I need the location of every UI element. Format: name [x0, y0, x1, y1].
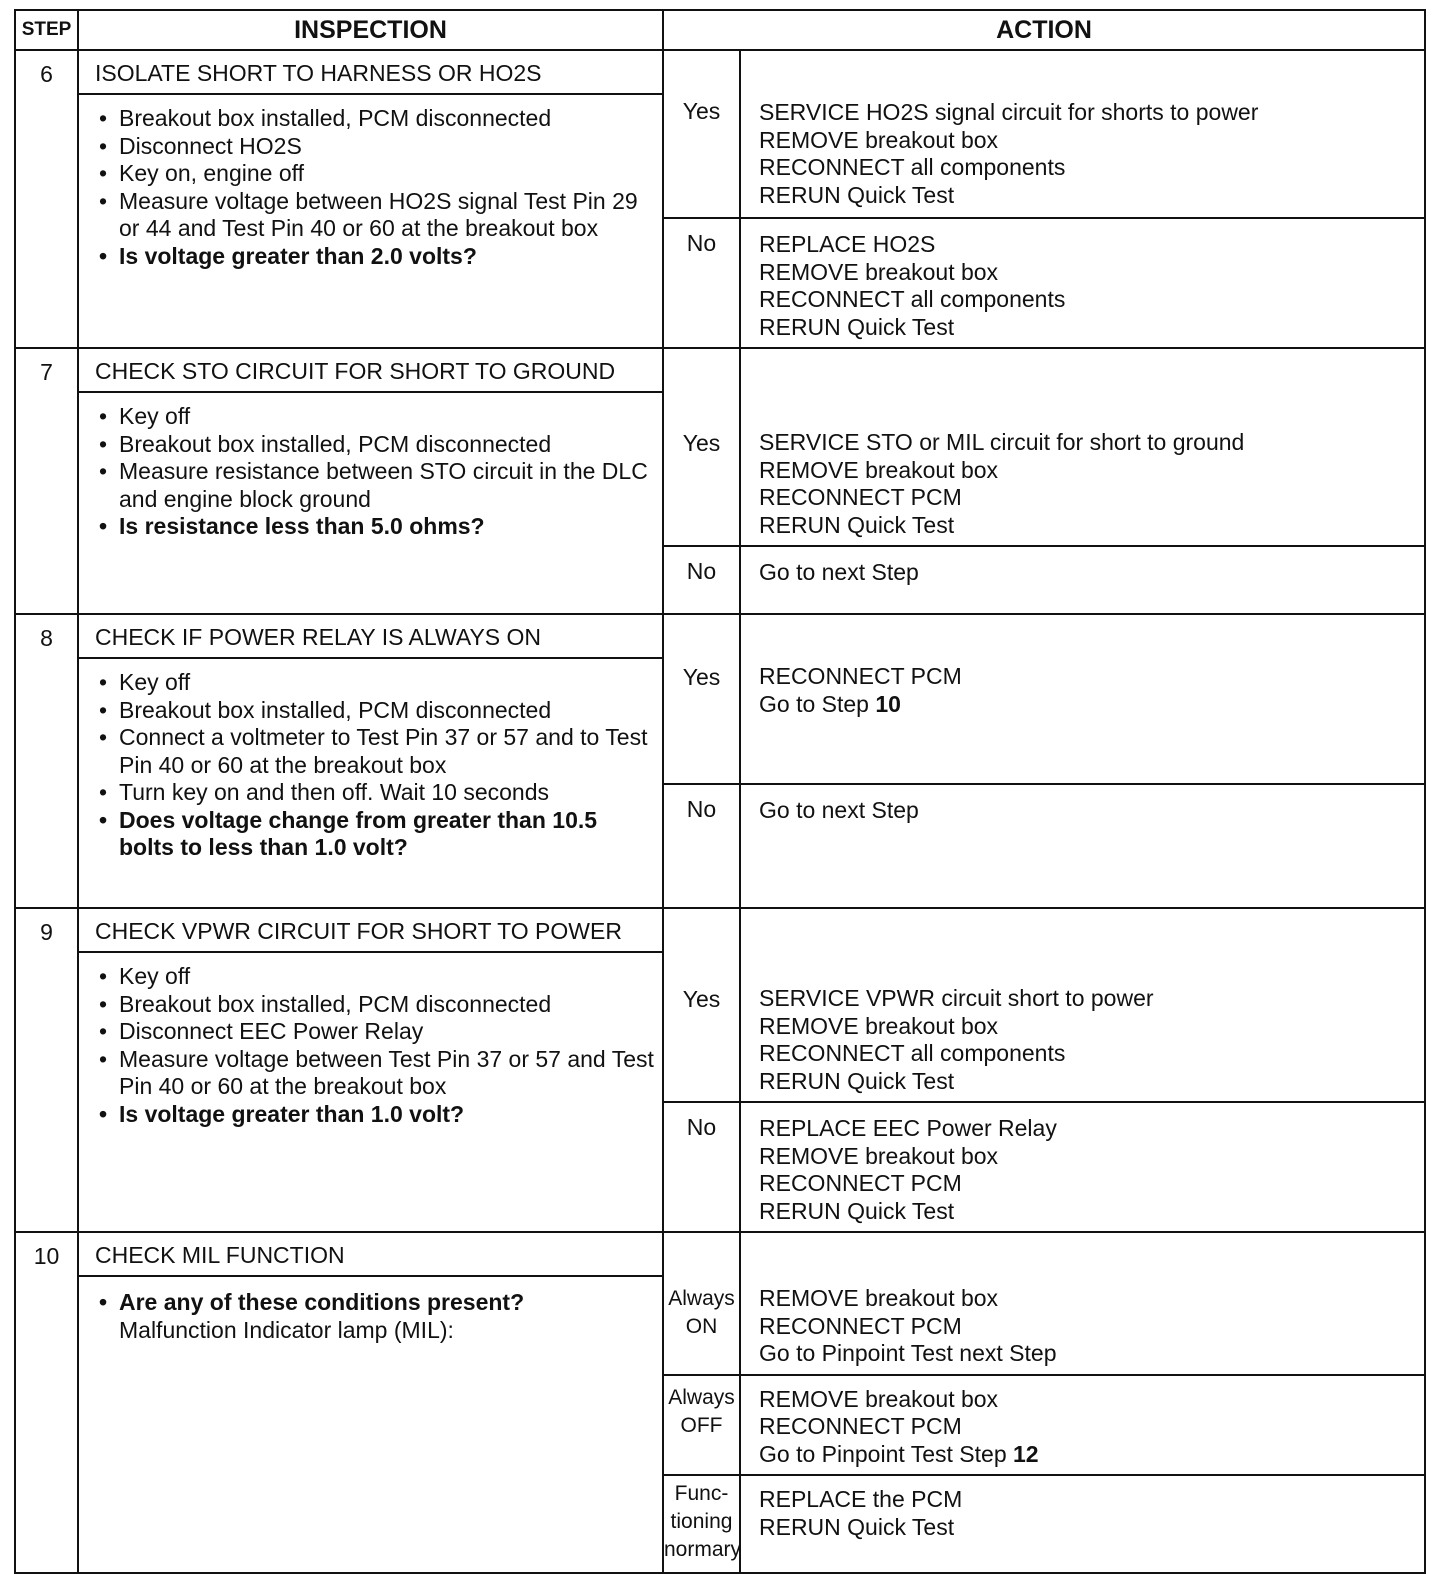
action-line: RECONNECT PCM: [759, 1413, 962, 1439]
diagnostic-table: [14, 9, 1426, 1574]
inspection-item: • Key on, engine off: [95, 160, 654, 188]
step-title: CHECK MIL FUNCTION: [79, 1233, 662, 1277]
inspection-list: [79, 1277, 662, 1344]
inspection-question: • Is resistance less than 5.0 ohms?: [95, 513, 654, 541]
inspection-item: • Disconnect EEC Power Relay: [95, 1018, 654, 1046]
answer-no: No: [663, 546, 740, 614]
step-10-inspection: [78, 1232, 663, 1573]
inspection-list: [79, 95, 662, 270]
step-number: 6: [15, 50, 78, 348]
action-line: REMOVE breakout box: [759, 1012, 999, 1039]
action-line: RERUN Quick Test: [759, 313, 955, 340]
action-line: REPLACE the PCM: [759, 1486, 963, 1512]
inspection-question: • Is voltage greater than 1.0 volt?: [95, 1101, 654, 1129]
inspection-item: • Breakout box installed, PCM disconnected: [95, 991, 654, 1019]
answer-line: Always: [668, 1287, 735, 1310]
action-line: REMOVE breakout box: [759, 456, 999, 483]
action-line: RECONNECT PCM: [759, 1312, 962, 1339]
step-9-inspection: [78, 908, 663, 1232]
action-cell: [740, 1475, 1425, 1573]
action-line: REPLACE EEC Power Relay: [759, 1115, 1057, 1141]
action-line: SERVICE HO2S signal circuit for shorts to power: [759, 99, 1259, 125]
step-number: 9: [15, 908, 78, 1232]
action-goto: [759, 691, 1414, 719]
action-line: Go to Pinpoint Test next Step: [759, 1340, 1057, 1366]
goto-step-number: 12: [1013, 1440, 1039, 1467]
inspection-question: • Are any of these conditions present?: [95, 1289, 654, 1317]
answer-yes: Yes: [663, 50, 740, 218]
inspection-item: • Breakout box installed, PCM disconnected: [95, 105, 654, 133]
inspection-question: • Is voltage greater than 2.0 volts?: [95, 243, 654, 271]
goto-text: Go to Step: [759, 690, 876, 717]
step-8-inspection: [78, 614, 663, 908]
inspection-item: • Key off: [95, 403, 654, 431]
inspection-item: • Turn key on and then off. Wait 10 seconds: [95, 779, 654, 807]
answer-line: OFF: [680, 1413, 723, 1437]
action-line: Go to next Step: [759, 797, 919, 823]
answer-yes: Yes: [663, 614, 740, 784]
action-cell: [740, 908, 1425, 1102]
action-line: REMOVE breakout box: [759, 1142, 999, 1169]
step-8-row-yes: [15, 614, 1425, 784]
header-row: [15, 10, 1425, 50]
inspection-item: • Connect a voltmeter to Test Pin 37 or 57 and to Test Pin 40 or 60 at the breakout box: [95, 724, 654, 779]
step-title: CHECK STO CIRCUIT FOR SHORT TO GROUND: [79, 349, 662, 393]
action-goto: [759, 1441, 1414, 1469]
action-line: SERVICE STO or MIL circuit for short to ground: [759, 429, 1245, 455]
inspection-item: • Measure voltage between Test Pin 37 or 57 and Test Pin 40 or 60 at the breakout box: [95, 1046, 654, 1101]
answer-yes: Yes: [663, 348, 740, 546]
inspection-item: • Breakout box installed, PCM disconnected: [95, 697, 654, 725]
inspection-item: • Disconnect HO2S: [95, 133, 654, 161]
action-line: REMOVE breakout box: [759, 126, 999, 153]
action-line: RERUN Quick Test: [759, 1197, 955, 1224]
action-line: RERUN Quick Test: [759, 1067, 955, 1094]
step-title: CHECK IF POWER RELAY IS ALWAYS ON: [79, 615, 662, 659]
action-cell: [740, 1232, 1425, 1375]
action-line: RECONNECT PCM: [759, 1170, 962, 1196]
answer-always-on: [663, 1232, 740, 1375]
goto-step-number: 10: [875, 690, 901, 717]
step-10-row-on: [15, 1232, 1425, 1375]
inspection-list: [79, 659, 662, 862]
diagnostic-table-page: [14, 9, 1424, 1559]
action-line: RECONNECT PCM: [759, 484, 962, 510]
action-line: RECONNECT all components: [759, 1040, 1066, 1066]
answer-line: Always: [668, 1385, 735, 1409]
action-line: RERUN Quick Test: [759, 511, 955, 538]
answer-line: normary: [664, 1538, 742, 1561]
action-cell: [740, 546, 1425, 614]
inspection-item: • Key off: [95, 669, 654, 697]
answer-no: No: [663, 1102, 740, 1232]
action-line: REPLACE HO2S: [759, 231, 936, 257]
action-cell: [740, 784, 1425, 908]
action-cell: [740, 218, 1425, 348]
action-line: SERVICE VPWR circuit short to power: [759, 985, 1154, 1011]
step-header: STEP: [15, 10, 78, 50]
answer-line: tioning: [670, 1510, 733, 1533]
inspection-list: [79, 393, 662, 541]
inspection-header: INSPECTION: [78, 10, 663, 50]
action-line: REMOVE breakout box: [759, 1385, 999, 1412]
action-cell: [740, 1102, 1425, 1232]
step-number: 8: [15, 614, 78, 908]
step-number: 7: [15, 348, 78, 614]
action-line: Go to next Step: [759, 559, 919, 585]
step-title: ISOLATE SHORT TO HARNESS OR HO2S: [79, 51, 662, 95]
step-7-inspection: [78, 348, 663, 614]
step-6-inspection: [78, 50, 663, 348]
answer-line: Func-: [674, 1482, 729, 1505]
inspection-item: • Breakout box installed, PCM disconnected: [95, 431, 654, 459]
inspection-item: • Measure voltage between HO2S signal Test Pin 29 or 44 and Test Pin 40 or 60 at the breakout box: [95, 188, 654, 243]
answer-no: No: [663, 784, 740, 908]
step-number: 10: [15, 1232, 78, 1573]
answer-no: No: [663, 218, 740, 348]
action-header: ACTION: [663, 10, 1425, 50]
answer-functioning-normally: [663, 1475, 740, 1573]
action-cell: [740, 614, 1425, 784]
inspection-question: • Does voltage change from greater than 10.5 bolts to less than 1.0 volt?: [95, 807, 654, 862]
inspection-item: • Measure resistance between STO circuit in the DLC and engine block ground: [95, 458, 654, 513]
answer-line: ON: [685, 1315, 718, 1338]
action-line: RECONNECT all components: [759, 154, 1066, 180]
action-line: REMOVE breakout box: [759, 1285, 999, 1311]
goto-text: Go to Pinpoint Test Step: [759, 1440, 1014, 1467]
step-9-row-yes: [15, 908, 1425, 1102]
action-line: RERUN Quick Test: [759, 181, 955, 208]
inspection-question-detail: Malfunction Indicator lamp (MIL):: [119, 1316, 454, 1343]
inspection-item: • Key off: [95, 963, 654, 991]
action-line: RERUN Quick Test: [759, 1513, 955, 1540]
answer-always-off: [663, 1375, 740, 1476]
inspection-list: [79, 953, 662, 1128]
action-cell: [740, 1375, 1425, 1476]
action-cell: [740, 50, 1425, 218]
action-line: REMOVE breakout box: [759, 258, 999, 285]
action-line: RECONNECT PCM: [759, 663, 962, 689]
action-line: RECONNECT all components: [759, 286, 1066, 312]
step-title: CHECK VPWR CIRCUIT FOR SHORT TO POWER: [79, 909, 662, 953]
action-cell: [740, 348, 1425, 546]
answer-yes: Yes: [663, 908, 740, 1102]
step-6-row-yes: [15, 50, 1425, 218]
step-7-row-yes: [15, 348, 1425, 546]
